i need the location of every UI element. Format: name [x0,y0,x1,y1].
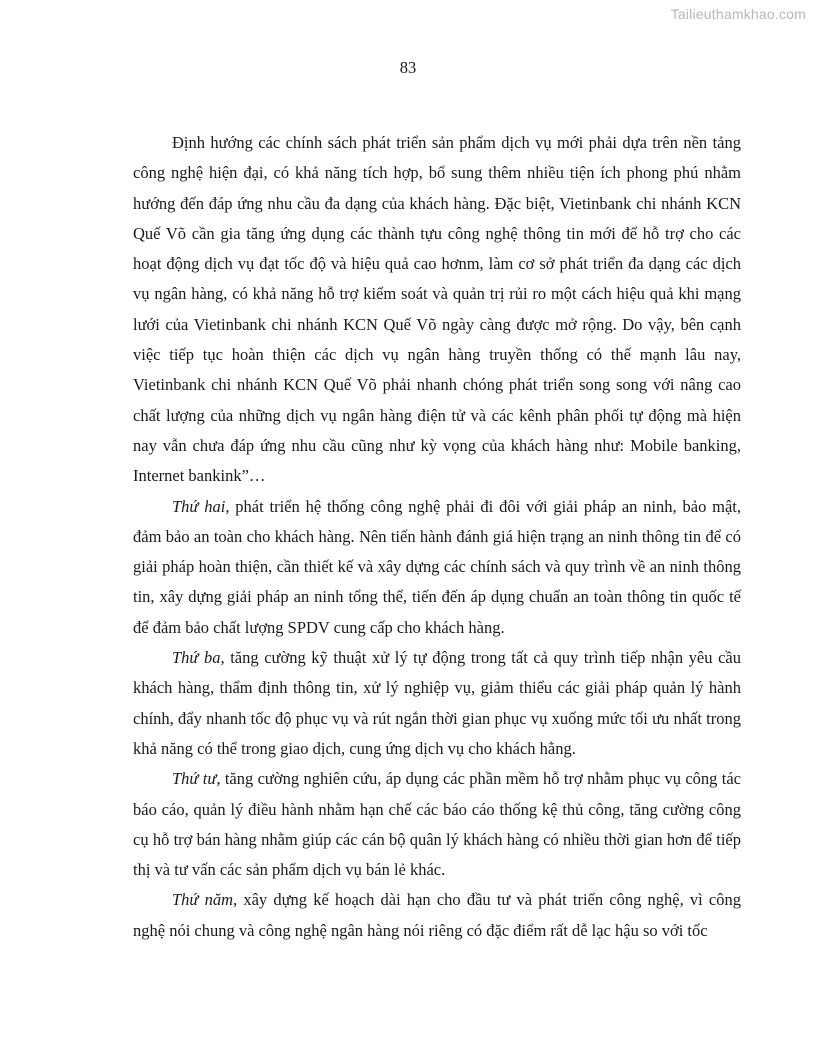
paragraph-lead: Thứ năm [172,890,234,910]
paragraph-3 [133,643,741,764]
paragraph-text: , phát triển hệ thống công nghệ phải đi đôi với giải pháp an ninh, bảo mật, đảm bảo an toàn cho khách hàng. Nên tiến hành đánh giá hiện trạng an ninh thông tin để có giải pháp hoàn thiện, cần thiết kế và xây dựng các chính sách và quy trình về an ninh thông tin, xây dựng giải pháp an ninh tổng thể, tiến đến áp dụng chuẩn an toàn thông tin quốc tế để đảm bảo chất lượng SPDV cung cấp cho khách hàng. [133,496,742,637]
paragraph-5 [133,885,741,946]
document-body [133,128,741,946]
paragraph-lead: Thứ hai [172,496,226,516]
paragraph-text: , xây dựng kế hoạch dài hạn cho đầu tư và phát triển công nghệ, vì công nghệ nói chung và công nghệ ngân hàng nói riêng có đặc điểm rất dễ lạc hậu so với tốc [133,890,742,940]
paragraph-text: Định hướng các chính sách phát triển sản phẩm dịch vụ mới phải dựa trên nền tảng công nghệ hiện đại, có khả năng tích hợp, bổ sung thêm nhiều tiện ích phong phú nhằm hướng đến đáp ứng nhu cầu đa dạng của khách hàng. Đặc biệt, Vietinbank chi nhánh KCN Quế Võ cần gia tăng ứng dụng các thành tựu công nghệ thông tin mới để hỗ trợ cho các hoạt động dịch vụ đạt tốc độ và hiệu quả cao hơnm, làm cơ sở phát triển đa dạng các dịch vụ ngân hàng, có khả năng hỗ trợ kiểm soát và quản trị rủi ro một cách hiệu quả khi mạng lưới của Vietinbank chi nhánh KCN Quế Võ ngày càng được mở rộng. Do vậy, bên cạnh việc tiếp tục hoàn thiện các dịch vụ ngân hàng truyền thống có thế mạnh lâu nay, Vietinbank chi nhánh KCN Quế Võ phải nhanh chóng phát triển song song với nâng cao chất lượng của những dịch vụ ngân hàng điện tử và các kênh phân phối tự động mà hiện nay vẫn chưa đáp ứng nhu cầu cũng như kỳ vọng của khách hàng như: Mobile banking, Internet bankink”… [133,133,741,486]
paragraph-2 [133,492,741,643]
paragraph-lead: Thứ tư [172,769,217,789]
watermark: Tailieuthamkhao.com [670,6,806,22]
paragraph-1 [133,128,741,492]
paragraph-4 [133,764,741,885]
paragraph-text: , tăng cường kỹ thuật xử lý tự động trong tất cả quy trình tiếp nhận yêu cầu khách hàng, thẩm định thông tin, xử lý nghiệp vụ, giảm thiểu các giải pháp quản lý hành chính, đẩy nhanh tốc độ phục vụ và rút ngắn thời gian phục vụ xuống mức tối ưu nhất trong khả năng có thể trong giao dịch, cung ứng dịch vụ cho khách hằng. [133,648,741,758]
page-number: 83 [399,58,417,77]
paragraph-lead: Thứ ba [172,648,221,668]
paragraph-text: , tăng cường nghiên cứu, áp dụng các phần mềm hỗ trợ nhằm phục vụ công tác báo cáo, quản lý điều hành nhằm hạn chế các báo cáo thống kệ thủ công, tăng cường công cụ hỗ trợ bán hàng nhằm giúp các cán bộ quân lý khách hàng có nhiều thời gian hơn để tiếp thị và tư vấn các sản phẩm dịch vụ bán lẻ khác. [133,769,742,880]
